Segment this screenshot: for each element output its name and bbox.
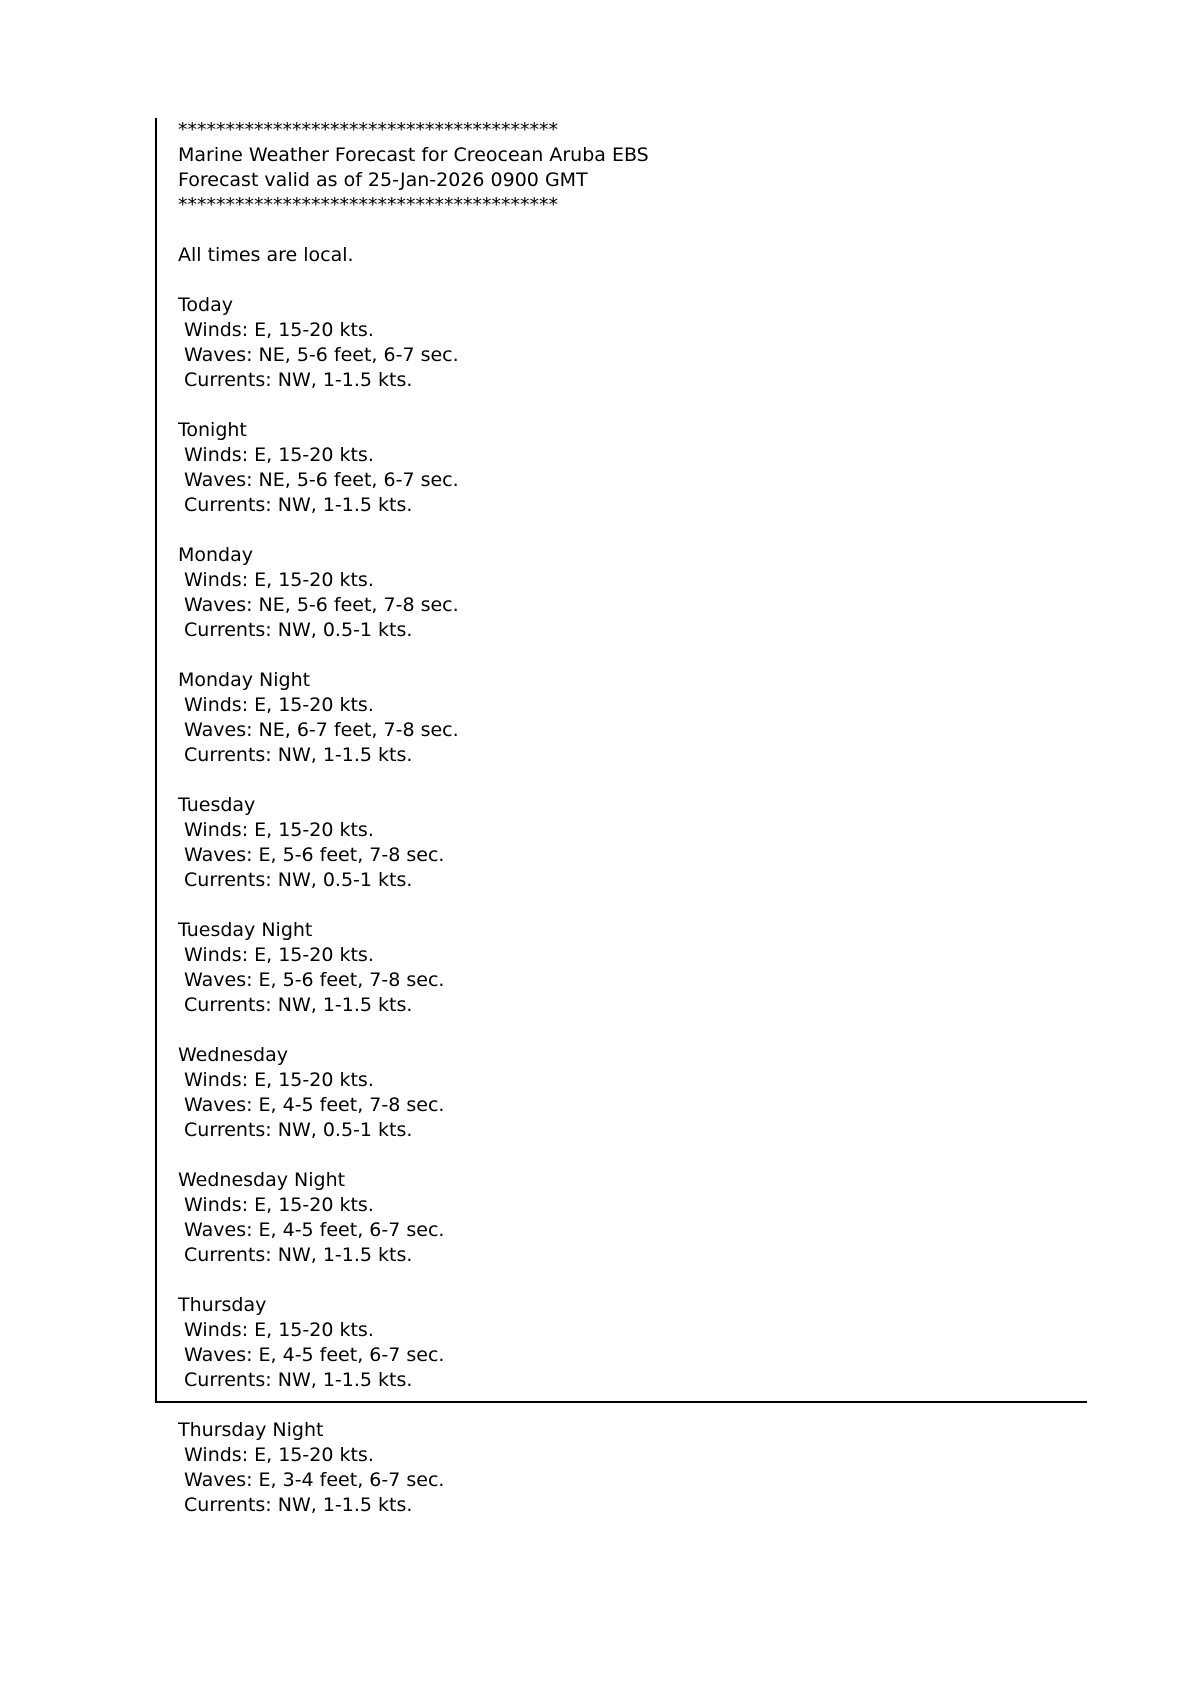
waves-line: Waves: E, 5-6 feet, 7-8 sec. [178, 969, 445, 991]
waves-line: Waves: NE, 5-6 feet, 7-8 sec. [178, 594, 459, 616]
day-label: Monday [178, 544, 254, 566]
forecast-header [178, 118, 1087, 218]
currents-line: Currents: NW, 1-1.5 kts. [178, 1244, 413, 1266]
forecast-section [178, 293, 1087, 393]
forecast-section [178, 918, 1087, 1018]
waves-line: Waves: NE, 6-7 feet, 7-8 sec. [178, 719, 459, 741]
waves-line: Waves: E, 5-6 feet, 7-8 sec. [178, 844, 445, 866]
winds-line: Winds: E, 15-20 kts. [178, 1069, 374, 1091]
currents-line: Currents: NW, 0.5-1 kts. [178, 1119, 413, 1141]
winds-line: Winds: E, 15-20 kts. [178, 1319, 374, 1341]
currents-line: Currents: NW, 0.5-1 kts. [178, 869, 413, 891]
forecast-section [178, 1293, 1087, 1393]
currents-line: Currents: NW, 1-1.5 kts. [178, 994, 413, 1016]
day-label: Tuesday [178, 794, 256, 816]
day-label: Today [178, 294, 233, 316]
winds-line: Winds: E, 15-20 kts. [178, 319, 374, 341]
forecast-section [178, 1168, 1087, 1268]
currents-line: Currents: NW, 1-1.5 kts. [178, 369, 413, 391]
currents-line: Currents: NW, 1-1.5 kts. [178, 1369, 413, 1391]
day-label: Tonight [178, 419, 247, 441]
forecast-section [178, 793, 1087, 893]
forecast-section [178, 543, 1087, 643]
currents-line: Currents: NW, 1-1.5 kts. [178, 494, 413, 516]
waves-line: Waves: NE, 5-6 feet, 6-7 sec. [178, 469, 459, 491]
separator-bottom-line: **************************************** [178, 194, 558, 216]
waves-line: Waves: E, 4-5 feet, 6-7 sec. [178, 1344, 445, 1366]
day-label: Tuesday Night [178, 919, 313, 941]
page [0, 118, 1200, 1693]
winds-line: Winds: E, 15-20 kts. [178, 1194, 374, 1216]
winds-line: Winds: E, 15-20 kts. [178, 569, 374, 591]
winds-line: Winds: E, 15-20 kts. [178, 819, 374, 841]
forecast-sections-after-rule [178, 1418, 1200, 1518]
winds-line: Winds: E, 15-20 kts. [178, 444, 374, 466]
times-note: All times are local. [178, 244, 354, 266]
forecast-sections [178, 293, 1087, 1393]
forecast-section [178, 668, 1087, 768]
forecast-title: Marine Weather Forecast for Creocean Aruba EBS [178, 144, 649, 166]
day-label: Wednesday [178, 1044, 289, 1066]
day-label: Wednesday Night [178, 1169, 346, 1191]
day-label: Monday Night [178, 669, 311, 691]
currents-line: Currents: NW, 1-1.5 kts. [178, 744, 413, 766]
forecast-panel [155, 118, 1087, 1403]
forecast-section [178, 1043, 1087, 1143]
currents-line: Currents: NW, 1-1.5 kts. [178, 1494, 413, 1516]
waves-line: Waves: NE, 5-6 feet, 6-7 sec. [178, 344, 459, 366]
forecast-section [178, 1418, 1200, 1518]
separator-top-line: **************************************** [178, 119, 558, 141]
waves-line: Waves: E, 4-5 feet, 6-7 sec. [178, 1219, 445, 1241]
waves-line: Waves: E, 3-4 feet, 6-7 sec. [178, 1469, 445, 1491]
day-label: Thursday Night [178, 1419, 324, 1441]
winds-line: Winds: E, 15-20 kts. [178, 944, 374, 966]
waves-line: Waves: E, 4-5 feet, 7-8 sec. [178, 1094, 445, 1116]
winds-line: Winds: E, 15-20 kts. [178, 694, 374, 716]
day-label: Thursday [178, 1294, 267, 1316]
forecast-valid-line: Forecast valid as of 25-Jan-2026 0900 GMT [178, 169, 588, 191]
winds-line: Winds: E, 15-20 kts. [178, 1444, 374, 1466]
forecast-section [178, 418, 1087, 518]
currents-line: Currents: NW, 0.5-1 kts. [178, 619, 413, 641]
